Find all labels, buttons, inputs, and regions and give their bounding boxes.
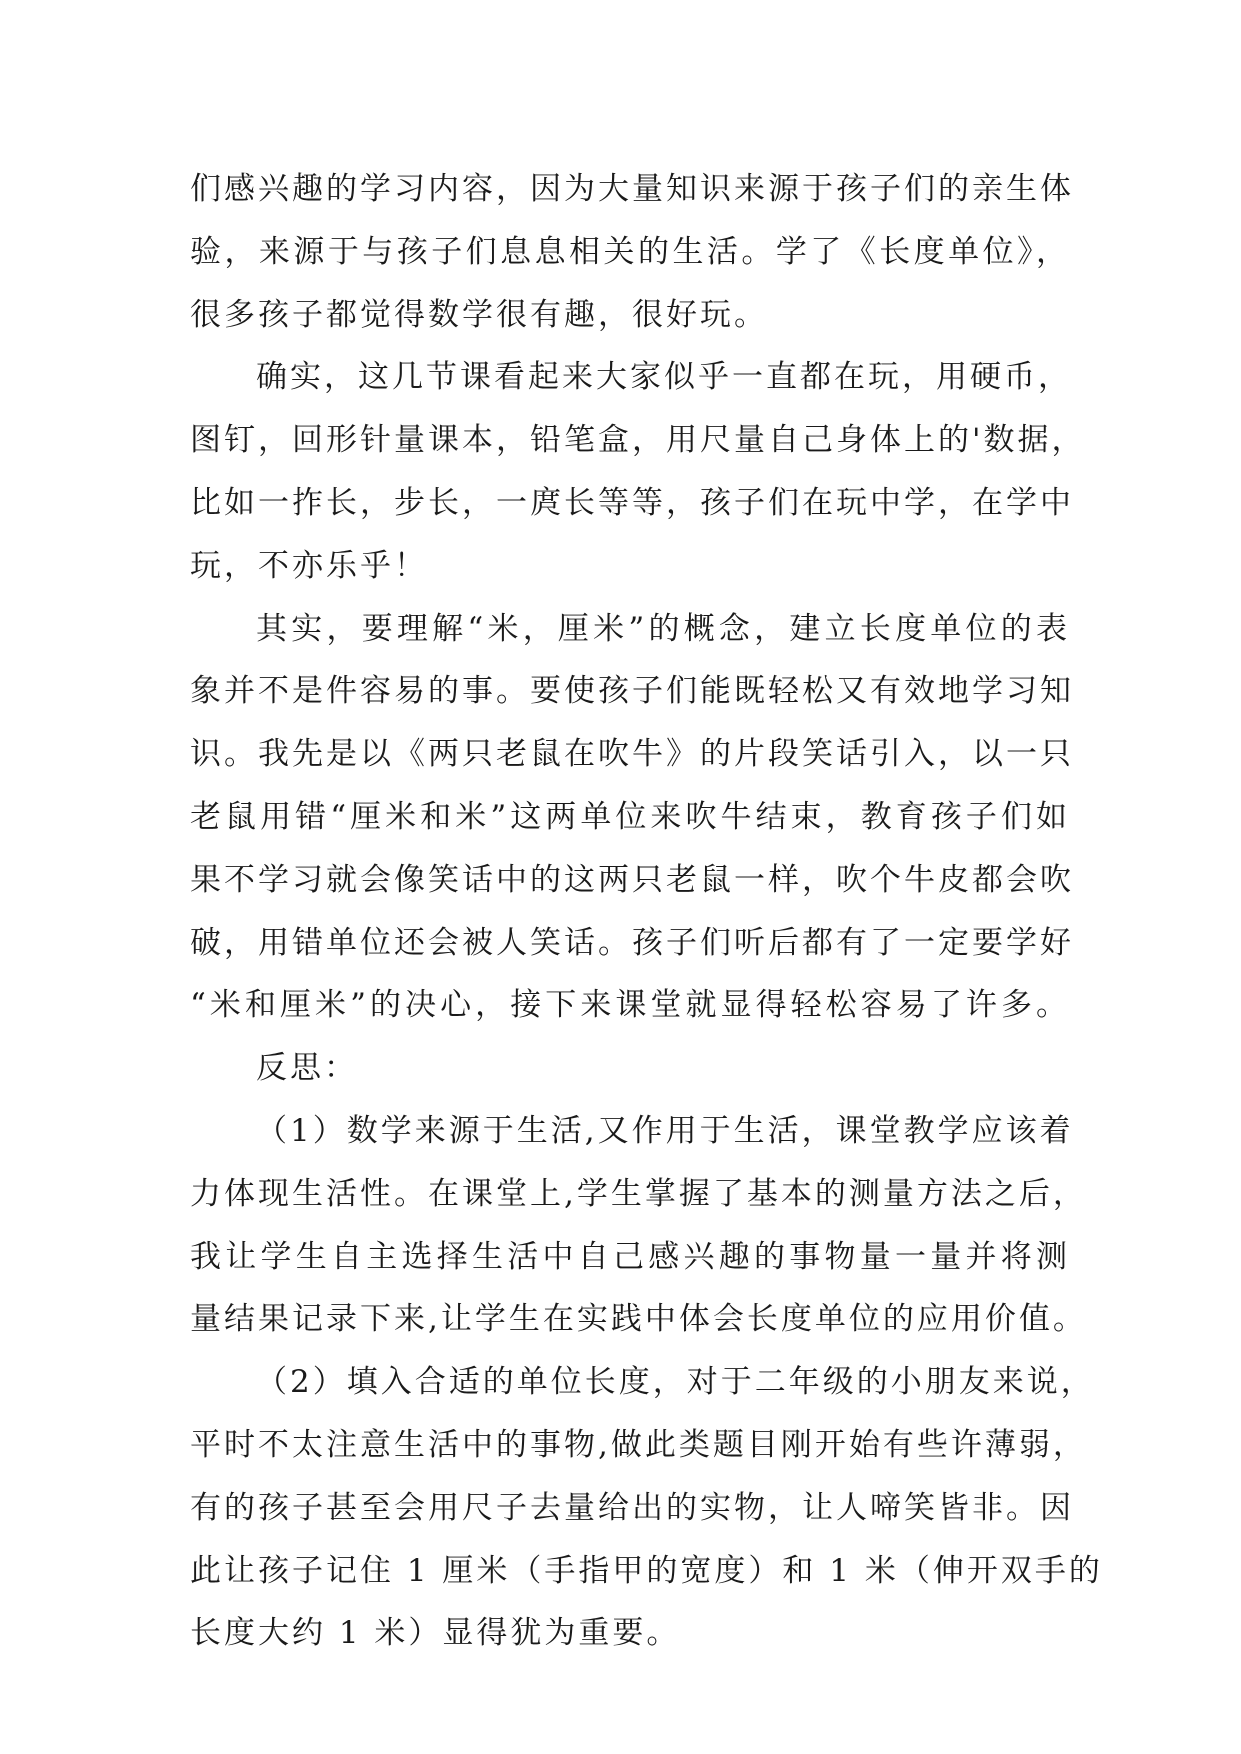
text-line: 破，用错单位还会被人笑话。孩子们听后都有了一定要学好 bbox=[190, 924, 1074, 961]
paragraph-first-line: （1）数学来源于生活,又作用于生活，课堂教学应该着 bbox=[256, 1112, 1074, 1149]
text-line: 比如一拃长，步长，一庹长等等，孩子们在玩中学，在学中 bbox=[190, 484, 1074, 521]
text-line: 我让学生自主选择生活中自己感兴趣的事物量一量并将测 bbox=[190, 1238, 1070, 1275]
text-line: 们感兴趣的学习内容，因为大量知识来源于孩子们的亲生体 bbox=[190, 171, 1074, 207]
text-line: 象并不是件容易的事。要使孩子们能既轻松又有效地学习知 bbox=[190, 673, 1074, 710]
text-line: 老鼠用错“厘米和米”这两单位来吹牛结束，教育孩子们如 bbox=[190, 798, 1070, 835]
paragraph-first-line: （2）填入合适的单位长度，对于二年级的小朋友来说， bbox=[256, 1364, 1095, 1401]
text-line: 此让孩子记住 1 厘米（手指甲的宽度）和 1 米（伸开双手的 bbox=[190, 1552, 1103, 1589]
text-line: 平时不太注意生活中的事物,做此类题目刚开始有些许薄弱， bbox=[190, 1426, 1087, 1463]
section-heading: 反思： bbox=[256, 1050, 358, 1087]
text-line: 图钉，回形针量课本，铅笔盒，用尺量自己身体上的'数据， bbox=[190, 422, 1086, 459]
text-line: 力体现生活性。在课堂上,学生掌握了基本的测量方法之后， bbox=[190, 1175, 1087, 1212]
text-line: 量结果记录下来,让学生在实践中体会长度单位的应用价值。 bbox=[190, 1301, 1087, 1338]
text-line: 有的孩子甚至会用尺子去量给出的实物，让人啼笑皆非。因 bbox=[190, 1489, 1074, 1526]
body-text bbox=[190, 158, 1103, 1665]
text-line: 玩，不亦乐乎！ bbox=[190, 547, 428, 584]
text-line: 识。我先是以《两只老鼠在吹牛》的片段笑话引入，以一只 bbox=[190, 736, 1074, 773]
text-line: 验，来源于与孩子们息息相关的生活。学了《长度单位》， bbox=[190, 233, 1070, 270]
paragraph-first-line: 确实，这几节课看起来大家似乎一直都在玩，用硬币， bbox=[256, 359, 1072, 396]
paragraph-first-line: 其实，要理解“米，厘米”的概念，建立长度单位的表 bbox=[256, 610, 1070, 647]
text-line: 长度大约 1 米）显得犹为重要。 bbox=[190, 1615, 681, 1652]
text-line: 果不学习就会像笑话中的这两只老鼠一样，吹个牛皮都会吹 bbox=[190, 861, 1074, 898]
text-line: 很多孩子都觉得数学很有趣，很好玩。 bbox=[190, 296, 768, 333]
text-line: “米和厘米”的决心，接下来课堂就显得轻松容易了许多。 bbox=[190, 987, 1070, 1024]
